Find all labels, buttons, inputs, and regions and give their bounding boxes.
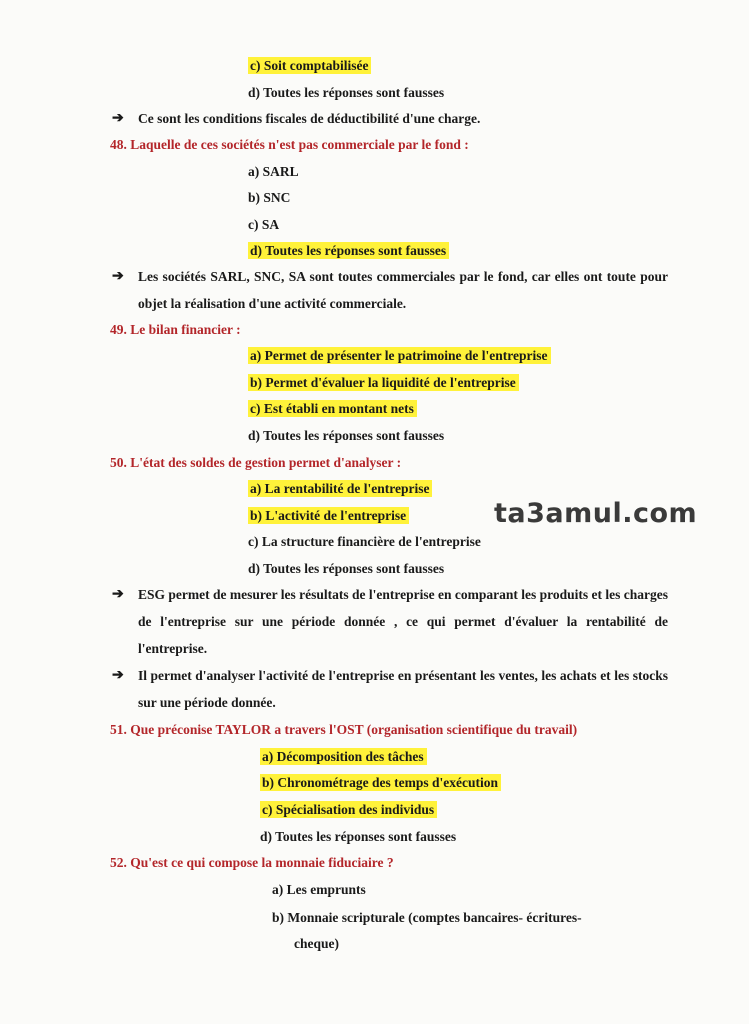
answer-option-48c: c) SA (248, 217, 280, 232)
explanation-50-2: Il permet d'analyser l'activité de l'entreprise en présentant les ventes, les achats et les stocks sur une période donnée. (138, 668, 668, 710)
answer-option-48a: a) SARL (248, 164, 299, 179)
answer-option-48b: b) SNC (248, 190, 291, 205)
question-49-title: 49. Le bilan financier : (110, 322, 241, 337)
watermark-text: ta3amul.com (494, 498, 698, 529)
arrow-icon: ➔ (112, 111, 124, 126)
answer-option-51b: b) Chronométrage des temps d'exécution (260, 774, 501, 791)
answer-option-47d: d) Toutes les réponses sont fausses (248, 85, 445, 100)
answer-option-47c: c) Soit comptabilisée (248, 57, 371, 74)
explanation-47: Ce sont les conditions fiscales de déductibilité d'une charge. (138, 111, 481, 126)
answer-option-50c: c) La structure financière de l'entreprise (248, 534, 481, 549)
answer-option-49d: d) Toutes les réponses sont fausses (248, 428, 445, 443)
question-51-title: 51. Que préconise TAYLOR a travers l'OST (organisation scientifique du travail) (110, 722, 578, 737)
answer-option-52a: a) Les emprunts (272, 882, 366, 897)
answer-option-48d: d) Toutes les réponses sont fausses (248, 242, 449, 259)
answer-option-49c: c) Est établi en montant nets (248, 400, 417, 417)
arrow-icon: ➔ (112, 587, 124, 602)
explanation-48: Les sociétés SARL, SNC, SA sont toutes commerciales par le fond, car elles ont toute pour objet la réalisation d'une activité commerciale. (138, 269, 668, 311)
answer-option-51c: c) Spécialisation des individus (260, 801, 437, 818)
answer-option-52b: b) Monnaie scripturale (comptes bancaires- écritures- (272, 910, 582, 925)
question-52-title: 52. Qu'est ce qui compose la monnaie fiduciaire ? (110, 855, 394, 870)
arrow-icon: ➔ (112, 269, 124, 284)
explanation-50-1: ESG permet de mesurer les résultats de l'entreprise en comparant les produits et les charges de l'entreprise sur une période donnée , ce qui permet d'évaluer la rentabilité de l'entreprise. (138, 587, 668, 656)
question-48-title: 48. Laquelle de ces sociétés n'est pas commerciale par le fond : (110, 137, 469, 152)
answer-option-50b: b) L'activité de l'entreprise (248, 507, 409, 524)
answer-option-52b-continued: cheque) (294, 936, 339, 951)
answer-option-49a: a) Permet de présenter le patrimoine de l'entreprise (248, 347, 551, 364)
answer-option-51d: d) Toutes les réponses sont fausses (260, 829, 457, 844)
answer-option-49b: b) Permet d'évaluer la liquidité de l'entreprise (248, 374, 519, 391)
question-50-title: 50. L'état des soldes de gestion permet d'analyser : (110, 455, 402, 470)
answer-option-50d: d) Toutes les réponses sont fausses (248, 561, 445, 576)
answer-option-50a: a) La rentabilité de l'entreprise (248, 480, 432, 497)
answer-option-51a: a) Décomposition des tâches (260, 748, 427, 765)
arrow-icon: ➔ (112, 668, 124, 683)
